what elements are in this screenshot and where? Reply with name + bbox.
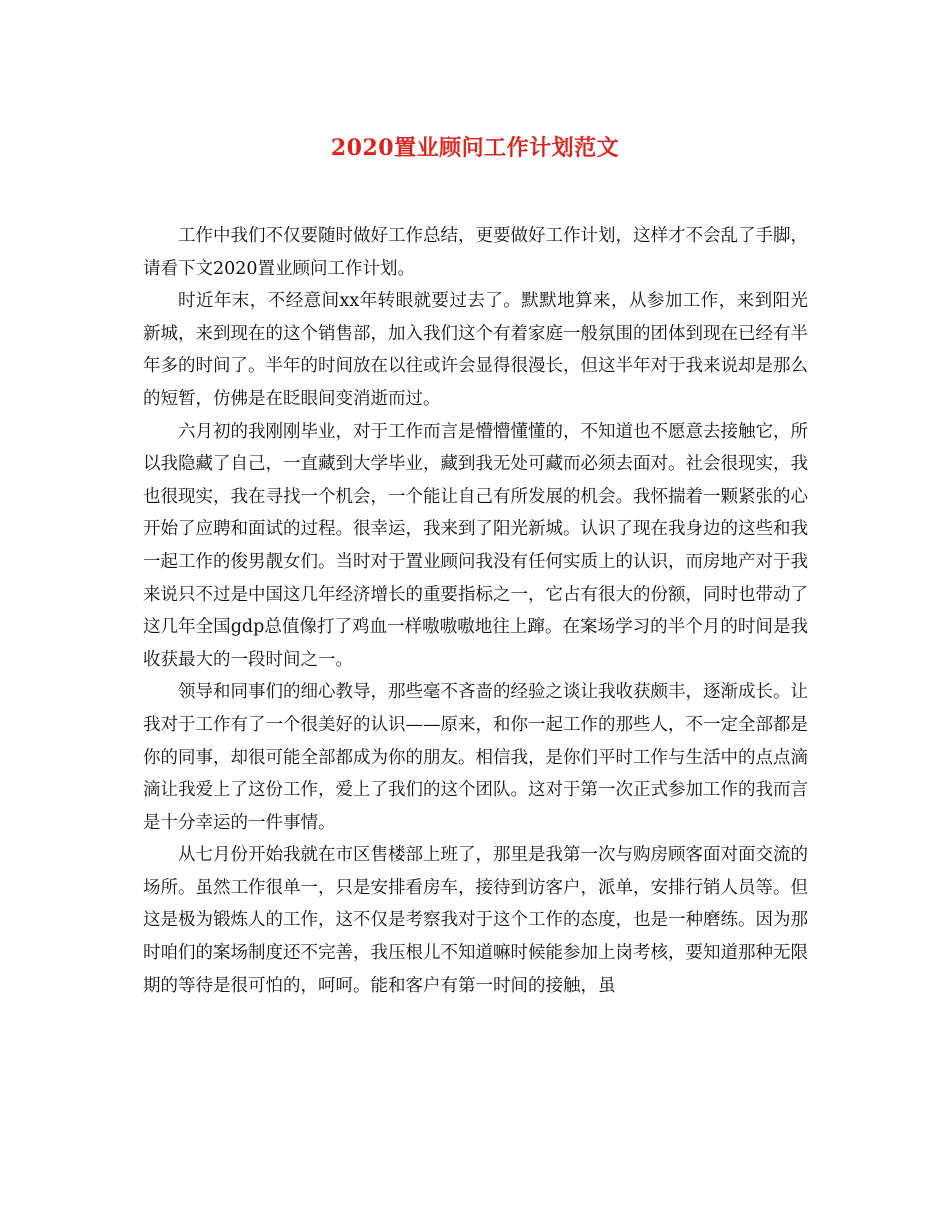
paragraph-intro: 工作中我们不仅要随时做好工作总结，更要做好工作计划，这样才不会乱了手脚，请看下文2020置业顾问工作计划。: [143, 226, 808, 279]
document-title: 2020置业顾问工作计划范文: [330, 135, 620, 161]
paragraph-graduation: 六月初的我刚刚毕业，对于工作而言是懵懵懂懂的，不知道也不愿意去接触它，所以我隐藏了自己，一直藏到大学毕业，藏到我无处可藏而必须去面对。社会很现实，我也很现实，我在寻找一个机会，一个能让自己有所发展的机会。我怀揣着一颗紧张的心开始了应聘和面试的过程。很幸运，我来到了阳光新城。认识了现在我身边的这些和我一起工作的俊男靓女们。当时对于置业顾问我没有任何实质上的认识，而房地产对于我来说只不过是中国这几年经济增长的重要指标之一，它占有很大的份额，同时也带动了这几年全国gdp总值像打了鸡血一样嗷嗷嗷地往上蹿。在案场学习的半个月的时间是我收获最大的一段时间之一。: [143, 421, 808, 670]
document-body: [143, 220, 808, 1002]
paragraph-sales-office: 从七月份开始我就在市区售楼部上班了，那里是我第一次与购房顾客面对面交流的场所。虽然工作很单一，只是安排看房车，接待到访客户，派单，安排行销人员等。但这是极为锻炼人的工作，这不仅是考察我对于这个工作的态度，也是一种磨练。因为那时咱们的案场制度还不完善，我压根儿不知道嘛时候能参加上岗考核，要知道那种无限期的等待是很可怕的，呵呵。能和客户有第一时间的接触，虽: [143, 845, 808, 996]
paragraph-guidance: 领导和同事们的细心教导，那些毫不吝啬的经验之谈让我收获颇丰，逐渐成长。让我对于工作有了一个很美好的认识——原来，和你一起工作的那些人，不一定全部都是你的同事，却很可能全部都成为你的朋友。相信我，是你们平时工作与生活中的点点滴滴让我爱上了这份工作，爱上了我们的这个团队。这对于第一次正式参加工作的我而言是十分幸运的一件事情。: [143, 682, 808, 833]
paragraph-year-end: 时近年末，不经意间xx年转眼就要过去了。默默地算来，从参加工作，来到阳光新城，来到现在的这个销售部，加入我们这个有着家庭一般氛围的团体到现在已经有半年多的时间了。半年的时间放在以往或许会显得很漫长，但这半年对于我来说却是那么的短暂，仿佛是在眨眼间变消逝而过。: [143, 291, 808, 409]
